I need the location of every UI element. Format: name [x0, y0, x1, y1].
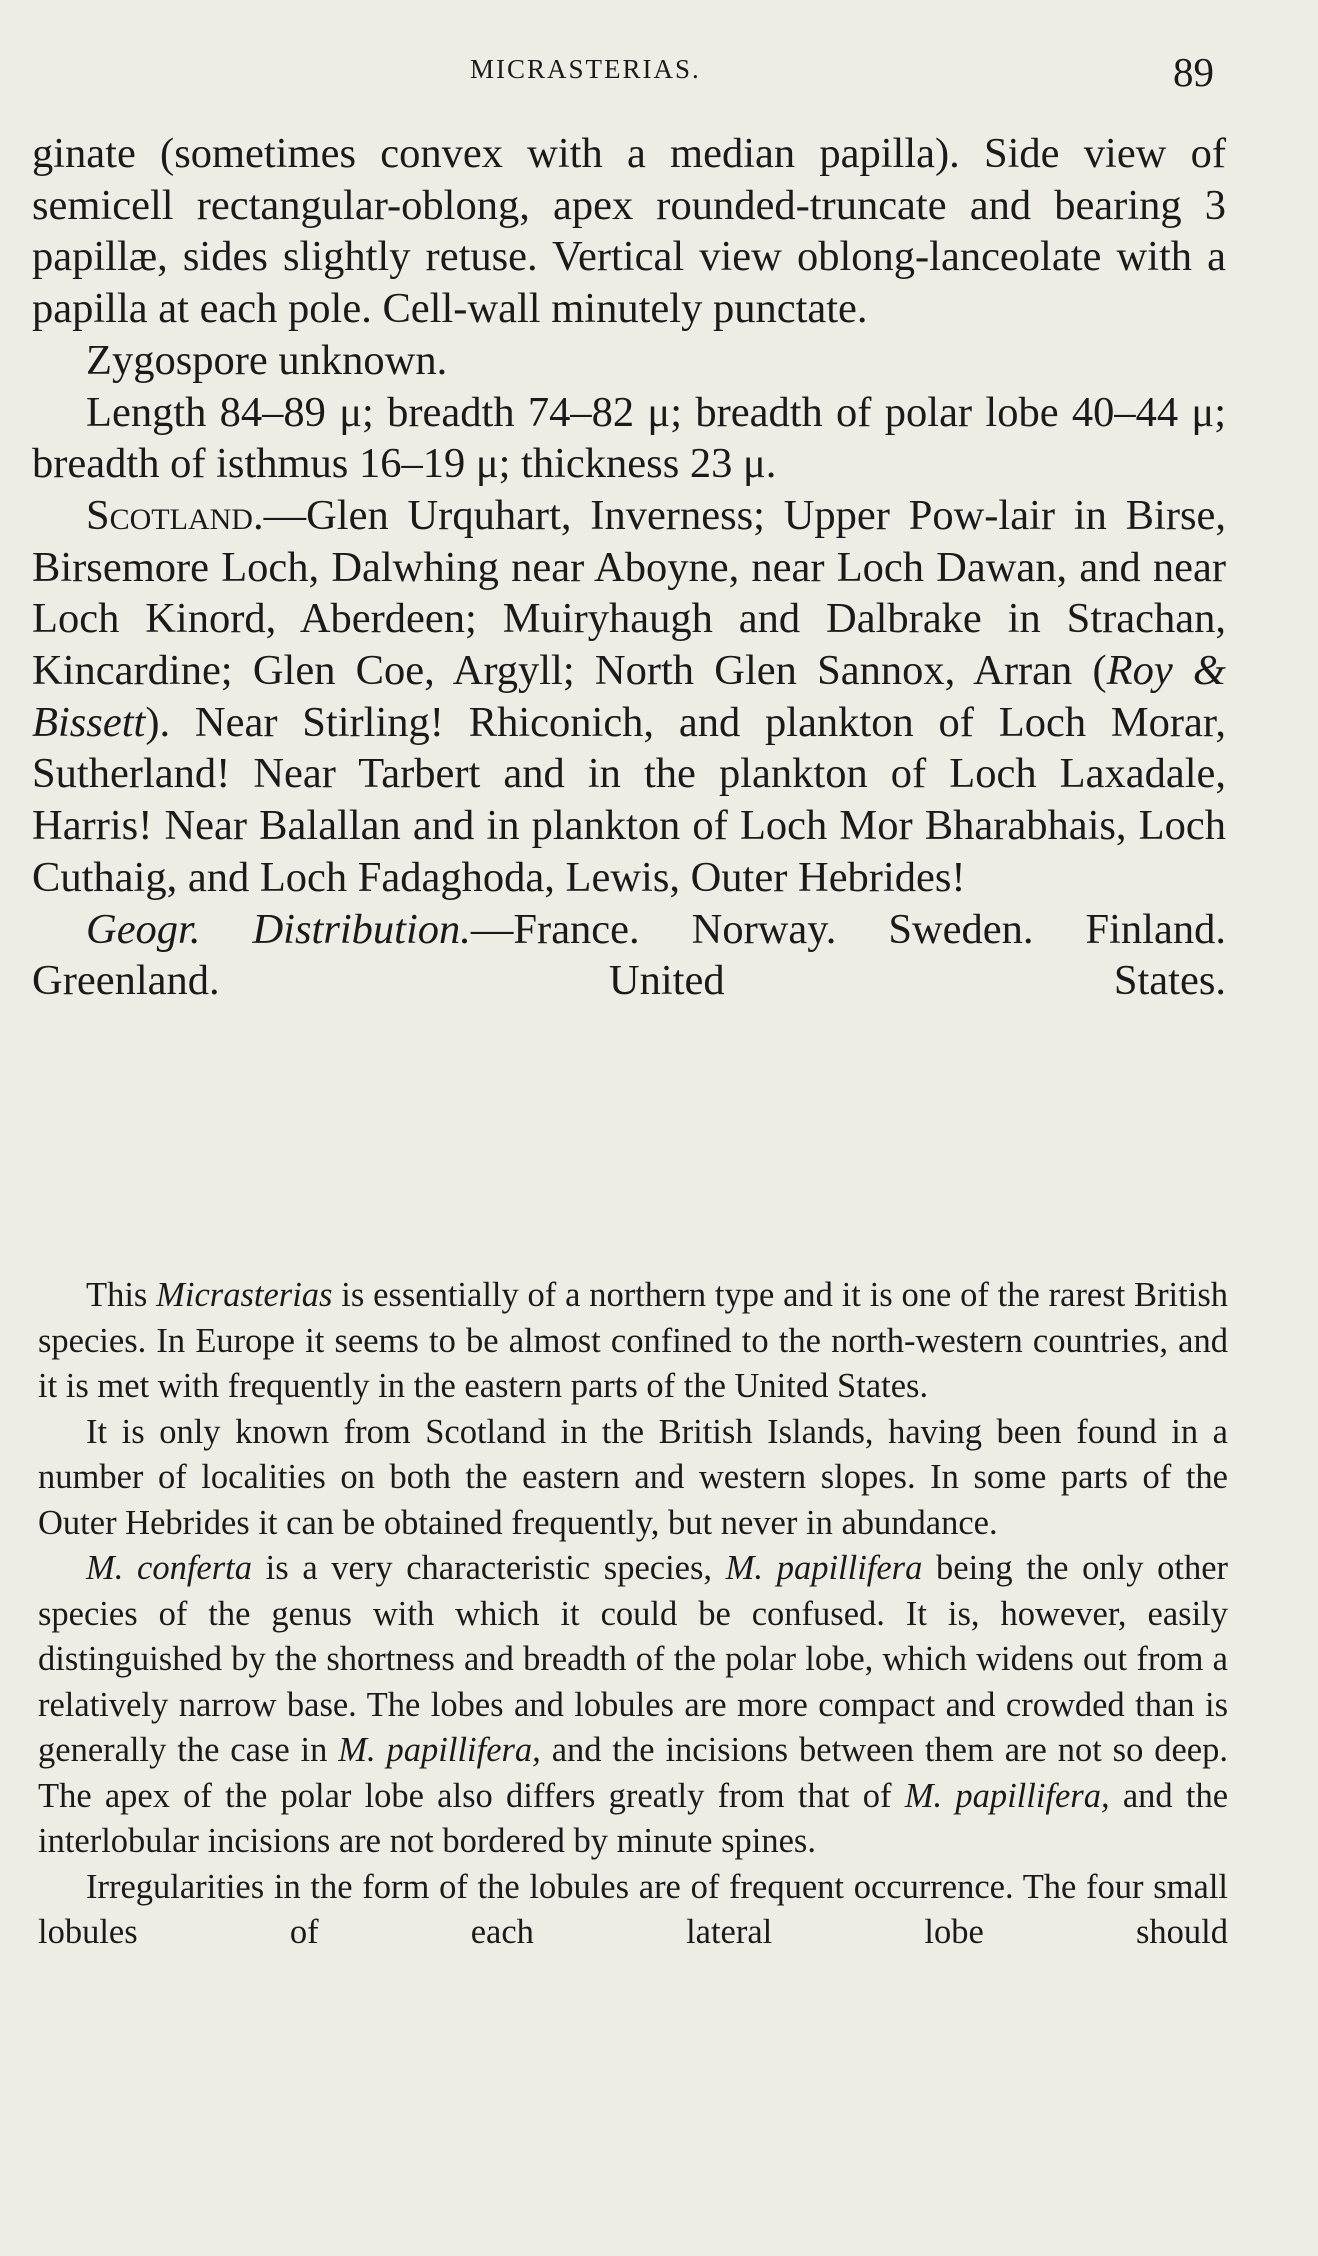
distribution-text: —France. Norway. Sweden. Finland. Greenland. United States.: [32, 905, 1226, 1005]
note-paragraph: [38, 1273, 1228, 1410]
page-header: [0, 48, 1318, 100]
localities-paragraph: [32, 490, 1226, 904]
note-text: being the only other species of the genus with which it could be confused. It is, however, easily distinguished by the shortness and breadth of the polar lobe, which widens out from a relatively narrow base. The lobes and lobules are more compact and crowded than is generally the case in: [38, 1549, 1228, 1769]
authors-citation: Roy & Bissett: [32, 647, 1226, 746]
species-name: M. papillifera: [725, 1549, 923, 1587]
zygospore-paragraph: Zygospore unknown.: [86, 336, 448, 384]
localities-text-2: ). Near Stirling! Rhiconich, and plankton of Loch Morar, Sutherland! Near Tarbert and in the plankton of Loch Laxadale, Harris! Near Balallan and in plankton of Loch Mor Bharabhais, Loch Cuthaig, and Loch Fadaghoda, Lewis, Outer Hebrides!: [32, 698, 1226, 901]
region-label: Scotland.: [86, 491, 264, 539]
description-paragraph: ginate (sometimes convex with a median papilla). Side view of semicell rectangular-oblong, apex rounded-truncate and bearing 3 papillæ, sides slightly retuse. Vertical view oblong-lanceolate with a papilla at each pole. Cell-wall minutely punctate.: [32, 130, 1226, 333]
distribution-paragraph: [32, 904, 1226, 1059]
note-paragraph: It is only known from Scotland in the British Islands, having been found in a number of localities on both the eastern and western slopes. In some parts of the Outer Hebrides it can be obtained frequently, but never in abundance.: [38, 1412, 1228, 1542]
species-name: M. papillifera,: [904, 1776, 1110, 1815]
note-paragraph: [38, 1546, 1228, 1865]
note-text: and the interlobular incisions are not bordered by minute spines.: [38, 1776, 1229, 1860]
genus-name: Micrasterias: [156, 1276, 333, 1314]
note-text: is a very characteristic species,: [252, 1549, 726, 1587]
localities-text-1: —Glen Urquhart, Inverness; Upper Pow-lair in Birse, Birsemore Loch, Dalwhing near Aboyne, near Loch Dawan, and near Loch Kinord, Aberdeen; Muiryhaugh and Dalbrake in Strachan, Kincardine; Glen Coe, Argyll; North Glen Sannox, Arran (: [32, 491, 1226, 695]
commentary: [38, 1273, 1228, 2001]
page-number: 89: [1173, 49, 1214, 95]
note-text: is essentially of a northern type and it is one of the rarest British species. In Europe it seems to be almost confined to the north-western countries, and it is met with frequently in the eastern parts of the United States.: [38, 1276, 1228, 1405]
note-paragraph: Irregularities in the form of the lobules are of frequent occurrence. The four small lobules of each lateral lobe should: [38, 1867, 1228, 1951]
note-text: and the incisions between them are not so deep. The apex of the polar lobe also differs greatly from that of: [38, 1731, 1228, 1815]
running-head: MICRASTERIAS.: [470, 54, 701, 84]
species-description: [32, 128, 1226, 1059]
species-name: M. papillifera,: [338, 1731, 541, 1769]
measurements-paragraph: Length 84–89 μ; breadth 74–82 μ; breadth of polar lobe 40–44 μ; breadth of isthmus 16–19 μ; thickness 23 μ.: [32, 388, 1226, 488]
note-text: This: [86, 1276, 157, 1314]
distribution-label: Geogr. Distribution.: [86, 905, 471, 953]
species-name: M. conferta: [86, 1549, 252, 1587]
